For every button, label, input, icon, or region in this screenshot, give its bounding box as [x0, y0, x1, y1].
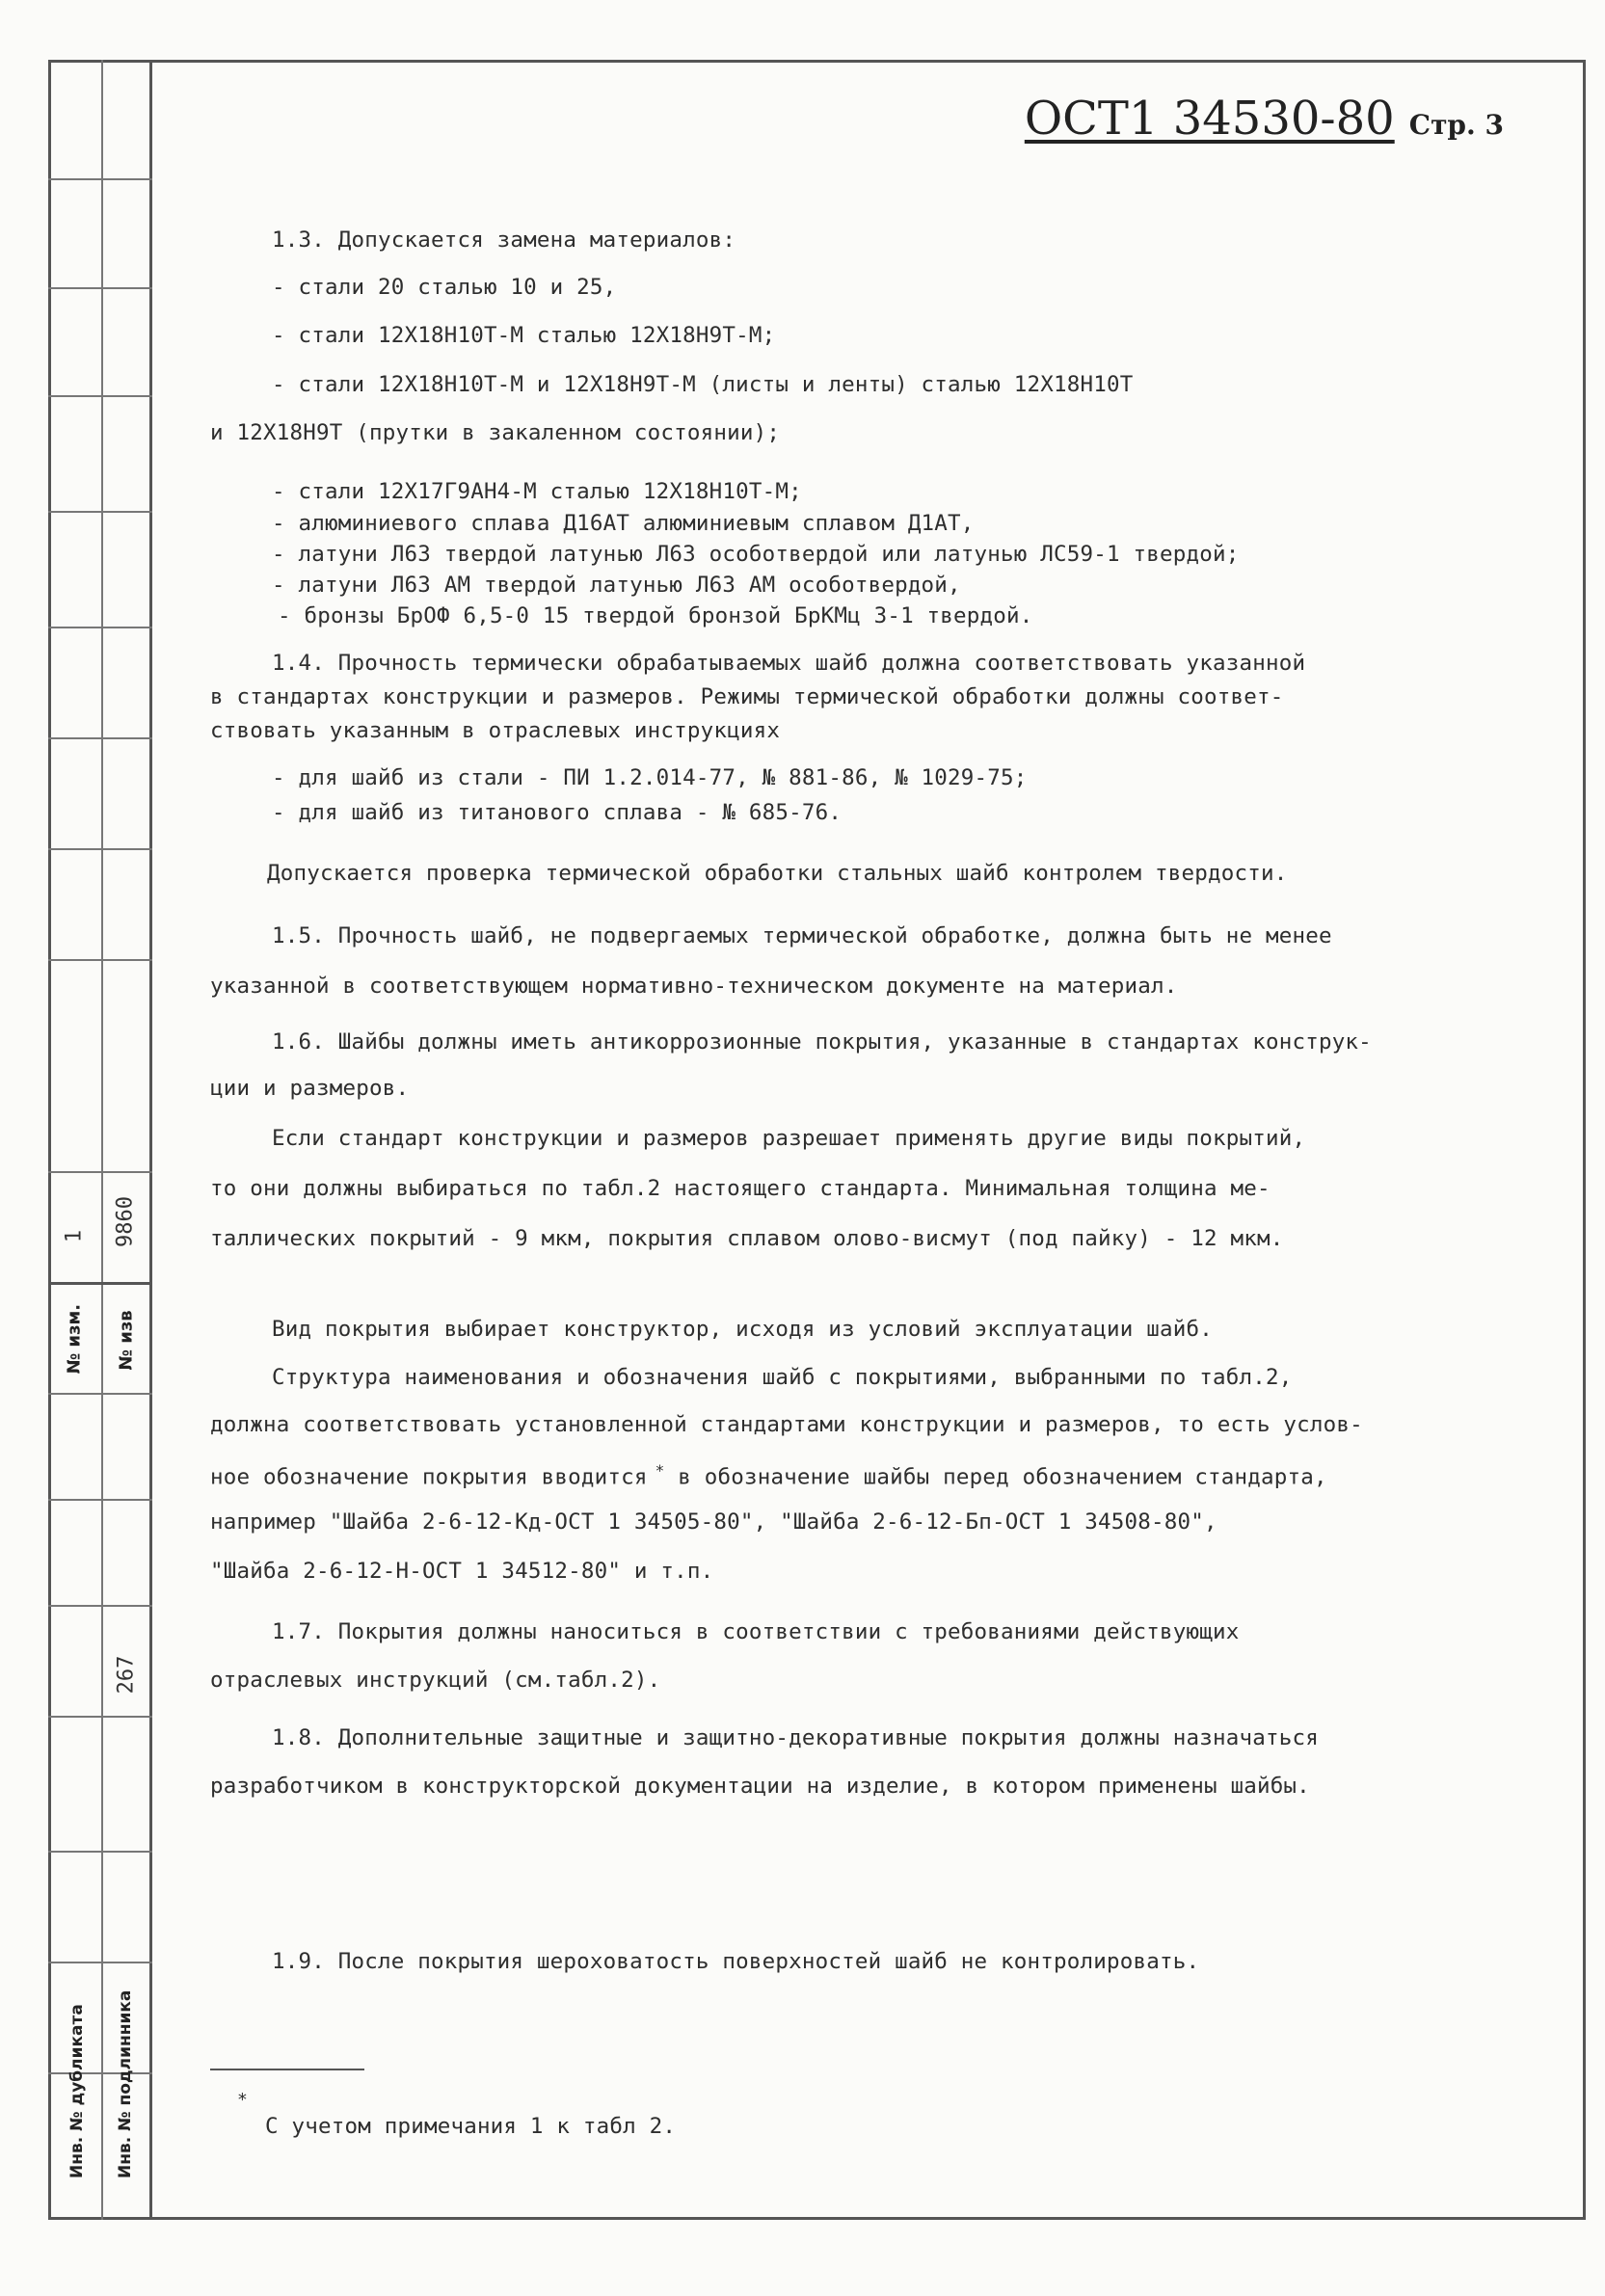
text-line: 1.3. Допускается замена материалов:: [272, 227, 736, 253]
footnote-text: С учетом примечания 1 к табл 2.: [265, 2114, 677, 2139]
text-line: например "Шайба 2-6-12-Кд-ОСТ 1 34505-80", "Шайба 2-6-12-Бп-ОСТ 1 34508-80",: [210, 1509, 1217, 1535]
text-line: 1.6. Шайбы должны иметь антикоррозионные покрытия, указанные в стандартах конструк-: [272, 1029, 1372, 1055]
orig-label: Инв. № подлинника: [116, 1989, 135, 2178]
text-line: 1.4. Прочность термически обрабатываемых шайб должна соответствовать указанной: [272, 651, 1306, 676]
text-fragment: ное обозначение покрытия вводится: [210, 1464, 648, 1490]
text-line: ствовать указанным в отраслевых инструкциях: [210, 718, 781, 743]
text-line: - стали 12Х18Н10Т-М и 12Х18Н9Т-М (листы и ленты) сталью 12Х18Н10Т: [272, 372, 1134, 397]
footnote-mark: *: [237, 2090, 249, 2110]
text-line: "Шайба 2-6-12-Н-ОСТ 1 34512-80" и т.п.: [210, 1559, 714, 1584]
text-line: - для шайб из титанового сплава - № 685-76.: [272, 800, 843, 825]
text-line: 1.9. После покрытия шероховатость поверхностей шайб не контролировать.: [272, 1949, 1200, 1974]
text-line: и 12Х18Н9Т (прутки в закаленном состоянии);: [210, 420, 781, 445]
text-line: 1.7. Покрытия должны наноситься в соответствии с требованиями действующих: [272, 1619, 1240, 1644]
text-line: - стали 12Х18Н10Т-М сталью 12Х18Н9Т-М;: [272, 323, 776, 348]
text-line: - стали 12Х17Г9АН4-М сталью 12Х18Н10Т-М;: [272, 479, 802, 504]
text-line: Допускается проверка термической обработки стальных шайб контролем твердости.: [267, 861, 1288, 886]
text-line: разработчиком в конструкторской документации на изделие, в котором применены шайбы.: [210, 1774, 1310, 1799]
text-line: 1.5. Прочность шайб, не подвергаемых термической обработке, должна быть не менее: [272, 923, 1332, 948]
text-line: - стали 20 сталью 10 и 25,: [272, 275, 617, 300]
text-line: 1.8. Дополнительные защитные и защитно-декоративные покрытия должны назначаться: [272, 1725, 1319, 1750]
text-fragment: в обозначение шайбы перед обозначением стандарта,: [664, 1464, 1327, 1490]
text-line: таллических покрытий - 9 мкм, покрытия сплавом олово-висмут (под пайку) - 12 мкм.: [210, 1226, 1284, 1251]
text-line: в стандартах конструкции и размеров. Режимы термической обработки должны соответ-: [210, 684, 1284, 709]
text-line: Структура наименования и обозначения шайб с покрытиями, выбранными по табл.2,: [272, 1365, 1293, 1390]
text-line: - бронзы БрОФ 6,5-0 15 твердой бронзой БрКМц 3-1 твердой.: [278, 603, 1033, 628]
doc-code: ОСТ1 34530-80: [1024, 92, 1395, 146]
text-line: указанной в соответствующем нормативно-техническом документе на материал.: [210, 974, 1178, 999]
izm-value: 1: [62, 1229, 87, 1243]
page-number: Стр. 3: [1408, 109, 1504, 141]
footnote-rule: [210, 2069, 364, 2070]
page-header: [1025, 92, 1504, 146]
text-line: отраслевых инструкций (см.табл.2).: [210, 1668, 661, 1693]
izv-label: № изв: [116, 1310, 137, 1371]
text-line: ции и размеров.: [210, 1076, 410, 1101]
text-line: - латуни Л63 твердой латунью Л63 особотвердой или латунью ЛС59-1 твердой;: [272, 542, 1240, 567]
dup-label: Инв. № дубликата: [67, 2004, 87, 2178]
extra-value: 267: [114, 1655, 139, 1695]
text-line: - для шайб из стали - ПИ 1.2.014-77, № 881-86, № 1029-75;: [272, 765, 1028, 790]
text-line: - латуни Л63 АМ твердой латунью Л63 АМ особотвердой,: [272, 573, 961, 598]
text-line: - алюминиевого сплава Д16АТ алюминиевым сплавом Д1АТ,: [272, 511, 975, 536]
text-line: Если стандарт конструкции и размеров разрешает применять другие виды покрытий,: [272, 1126, 1306, 1151]
izv-value: 9860: [113, 1196, 138, 1247]
text-line: должна соответствовать установленной стандартами конструкции и размеров, то есть услов-: [210, 1412, 1363, 1437]
text-line: [210, 1461, 1327, 1490]
izm-label: № изм.: [64, 1303, 85, 1375]
footnote-mark: *: [655, 1461, 665, 1480]
text-line: то они должны выбираться по табл.2 настоящего стандарта. Минимальная толщина ме-: [210, 1176, 1271, 1201]
text-line: Вид покрытия выбирает конструктор, исходя из условий эксплуатации шайб.: [272, 1317, 1213, 1342]
